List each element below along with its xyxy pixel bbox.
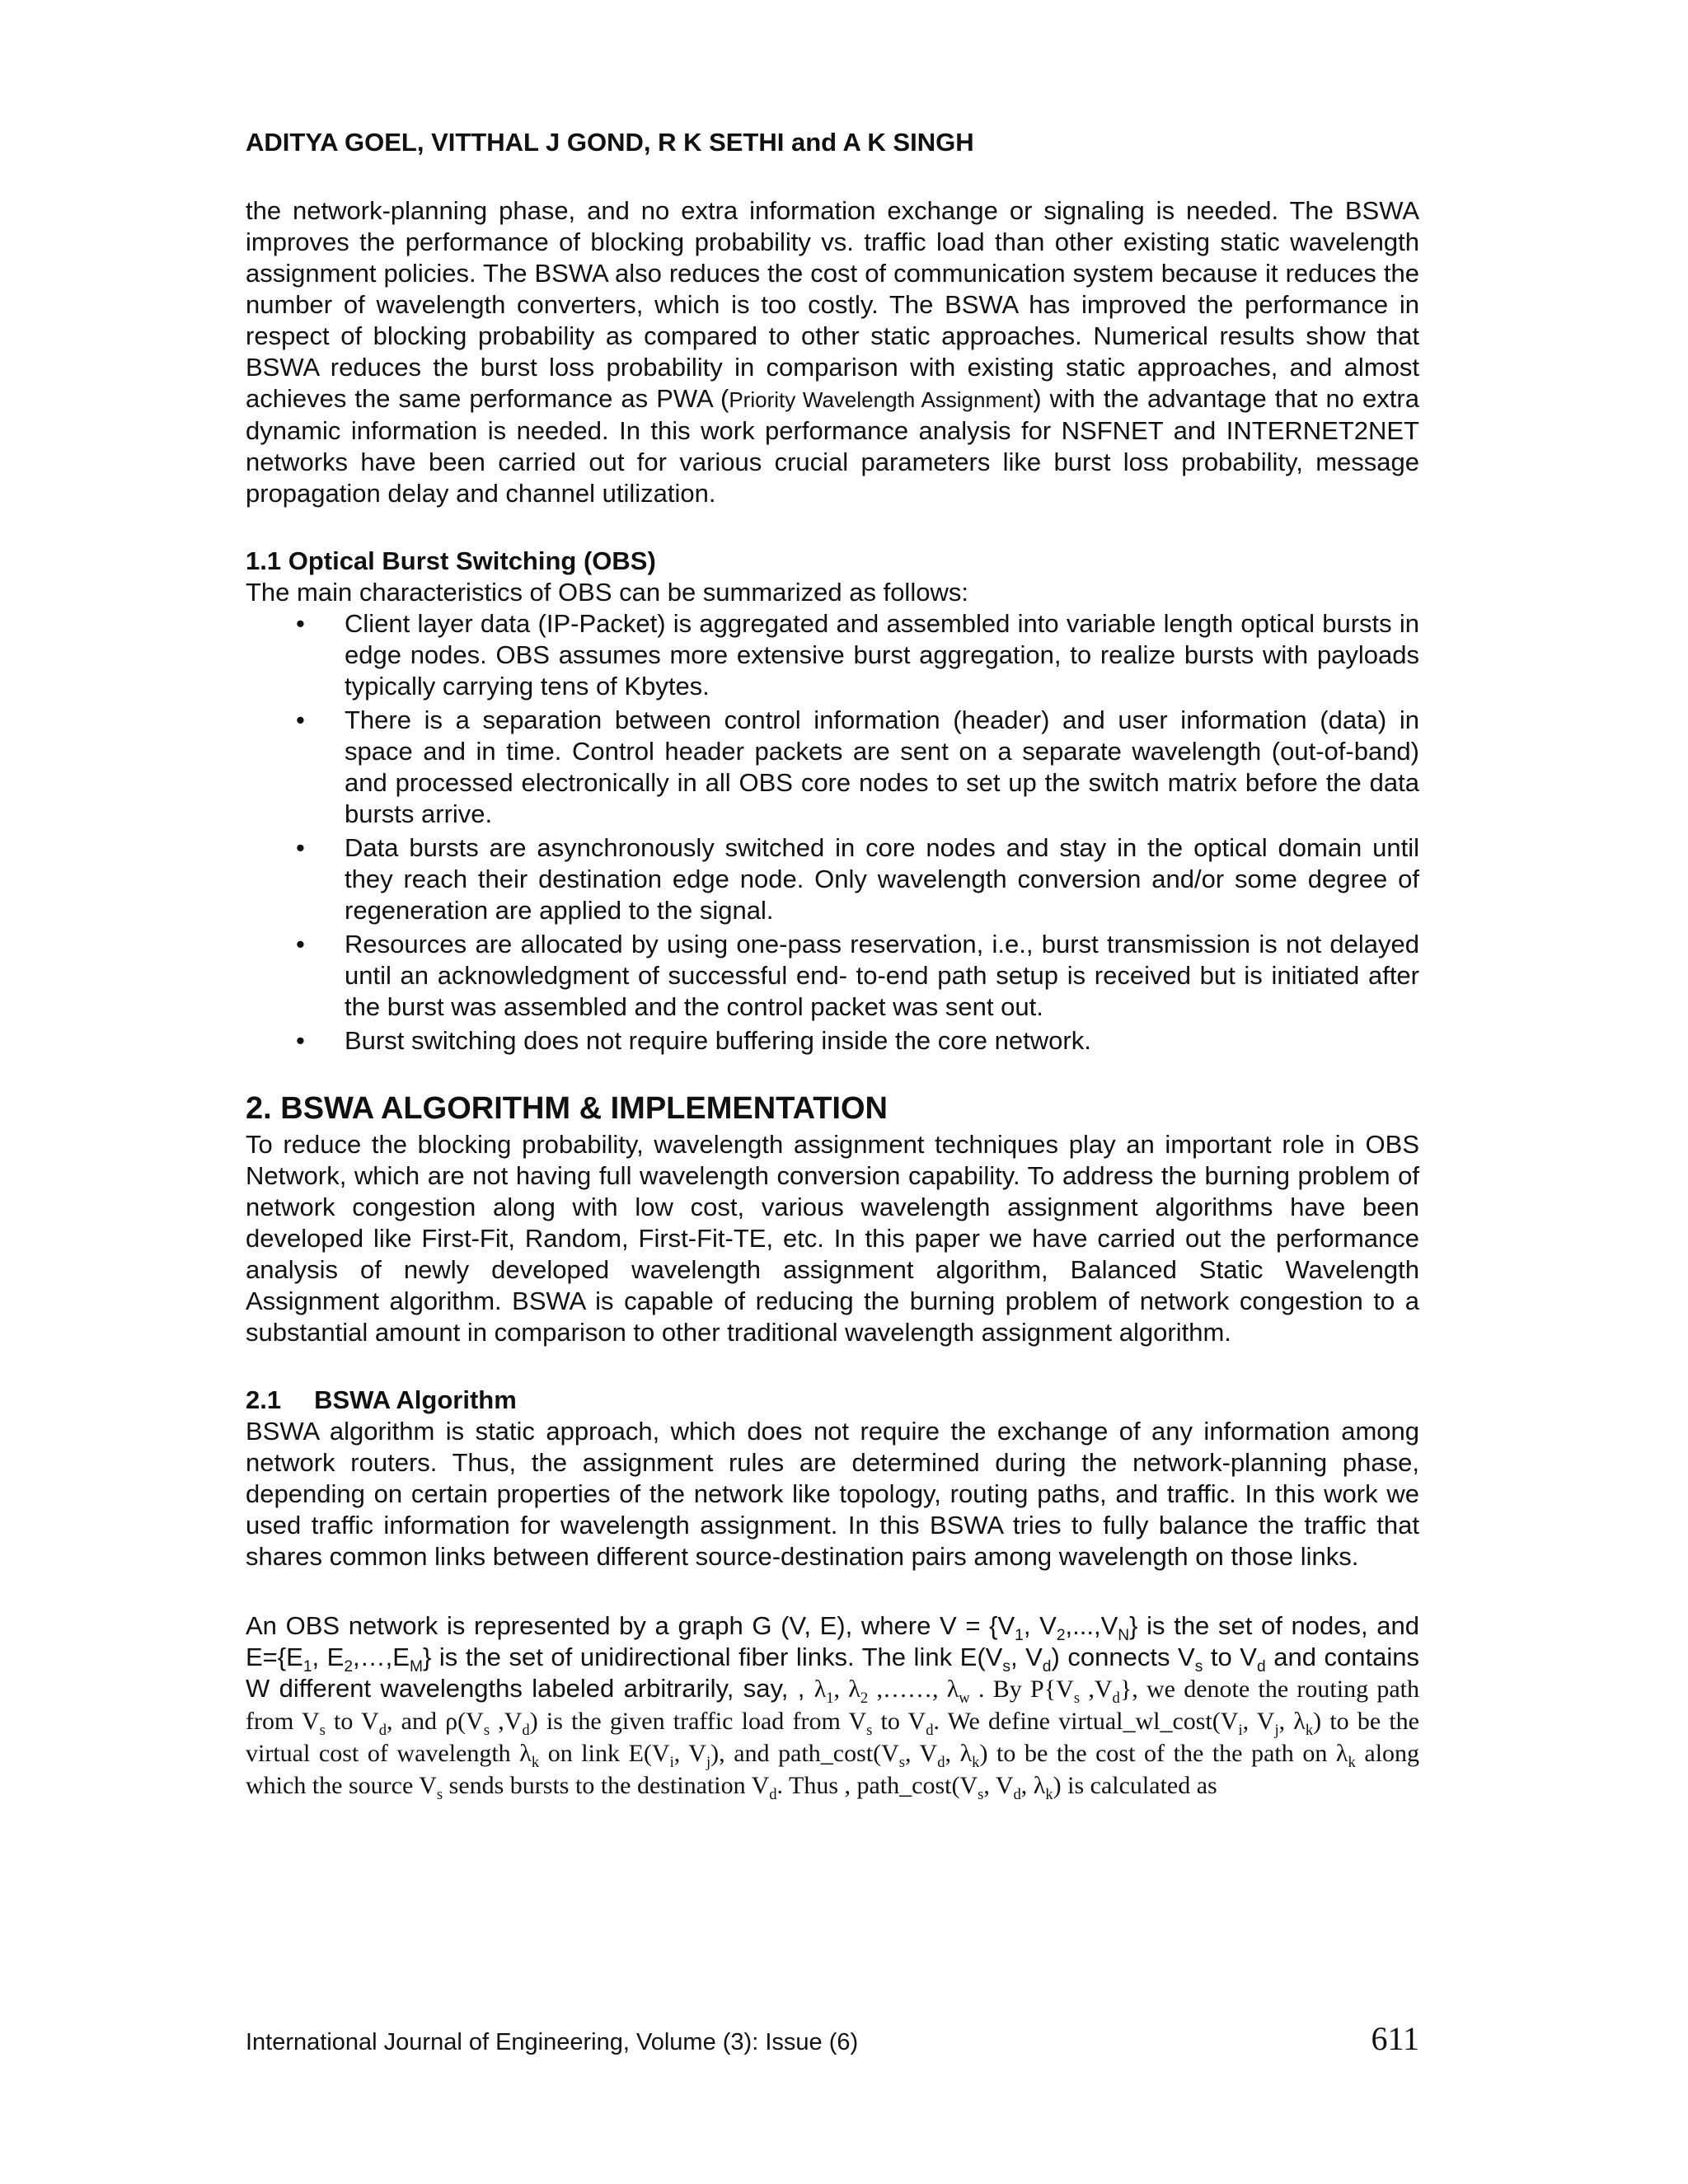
- bullet-marker: •: [296, 705, 305, 734]
- list-item: • Burst switching does not require buffering inside the core network.: [296, 1026, 1091, 1055]
- section-1-1-heading: 1.1 Optical Burst Switching (OBS): [246, 546, 656, 575]
- footer-journal: International Journal of Engineering, Volume (3): Issue (6): [246, 2029, 859, 2055]
- page-body: [246, 128, 1419, 1802]
- list-item: • There is a separation between control information (header) and user information (data) in space and in time. Control header packets are sent on a separate wavelength (out-of-band) and processed electronically in all OBS core nodes to set up the switch matrix before the data bursts arrive.: [296, 705, 1419, 828]
- list-item: • Resources are allocated by using one-pass reservation, i.e., burst transmission is not delayed until an acknowledgment of successful end- to-end path setup is received but is initiated after the burst was assembled and the control packet was sent out.: [296, 930, 1419, 1021]
- page-footer: [246, 2019, 1419, 2058]
- intro-paragraph: the network-planning phase, and no extra information exchange or signaling is needed. The BSWA improves the performance of blocking probability vs. traffic load than other existing static wavelength assignment policies. The BSWA also reduces the cost of communication system because it reduces the number of wavelength converters, which is too costly. The BSWA has improved the performance in respect of blocking probability as compared to other static approaches. Numerical results show that BSWA reduces the burst loss probability in comparison with existing static approaches, and almost achieves the same performance as PWA (Priority Wavelength Assignment) with the advantage that no extra dynamic information is needed. In this work performance analysis for NSFNET and INTERNET2NET networks have been carried out for various crucial parameters like burst loss probability, message propagation delay and channel utilization.: [246, 196, 1419, 508]
- obs-characteristics-list: [246, 608, 1419, 1057]
- section-2-paragraph: To reduce the blocking probability, wavelength assignment techniques play an important role in OBS Network, which are not having full wavelength conversion capability. To address the burning problem of network congestion along with low cost, various wavelength assignment algorithms have been developed like First-Fit, Random, First-Fit-TE, etc. In this paper we have carried out the performance analysis of newly developed wavelength assignment algorithm, Balanced Static Wavelength Assignment algorithm. BSWA is capable of reducing the burning problem of network congestion to a substantial amount in comparison to other traditional wavelength assignment algorithm.: [246, 1130, 1419, 1347]
- bullet-marker: •: [296, 833, 305, 862]
- graph-definition-paragraph: An OBS network is represented by a graph G (V, E), where $V = \{V_1$, $V_2,...,V_N$} is the set of nodes, and $E=\{E_1$, $E_2,\dots,E_M$} is the set of unidirectional fiber links. The link $E(V_s$, $V_d$) connects $V_s$ to $V_d$ and contains W different wavelengths labeled arbitrarily, say, , $\lambda_1$, $\lambda_2$ ,……, $\lambda_w$ . By $P\{V_s$ $,V_d$}, we denote the routing path from $V_s$ to $V_d$, and $\rho(V_s$ $,V_d$) is the given traffic load from $V_s$ to $V_d$. We define $virtual\_wl\_\cos t(V_i$, $V_j$, $\lambda_k$) to be the virtual cost of wavelength $\lambda_k$ on link $E(V_i$, $V_j$), and $path\_\cos t(V_s$, $V_d$, $\lambda_k$) to be the cost of the the path on $\lambda_k$ along which the source $V_s$ sends bursts to the destination $V_d$. Thus , $path\_\cos t(V_s$, $V_d$, $\lambda_k$) is calculated as: [246, 1611, 1420, 1803]
- pwa-expansion: Priority Wavelength Assignment: [729, 387, 1034, 412]
- graph-definition-serif-run: $\lambda_1$, $\lambda_2$ ,……, $\lambda_w$ . By $P\{V_s$ $,V_d$}, we denote the routing path from $V_s$ to $V_d$, and $\rho(V_s$ $,V_d$) is the given traffic load from $V_s$ to $V_d$. We define $virtual\_wl\_\cos t(V_i$, $V_j$, $\lambda_k$) to be the virtual cost of wavelength $\lambda_k$ on link $E(V_i$, $V_j$), and $path\_\cos t(V_s$, $V_d$, $\lambda_k$) to be the cost of the the path on $\lambda_k$ along which the source $V_s$ sends bursts to the destination $V_d$. Thus , $path\_\cos t(V_s$, $V_d$, $\lambda_k$) is calculated as: [246, 1675, 1420, 1803]
- bullet-marker: •: [296, 1026, 305, 1055]
- bullet-marker: •: [296, 930, 305, 958]
- page-number: 611: [1371, 2020, 1419, 2057]
- list-item: • Client layer data (IP-Packet) is aggregated and assembled into variable length optical bursts in edge nodes. OBS assumes more extensive burst aggregation, to realize bursts with payloads typically carrying tens of Kbytes.: [296, 609, 1419, 701]
- running-header-authors: ADITYA GOEL, VITTHAL J GOND, R K SETHI and A K SINGH: [246, 128, 974, 157]
- section-2-heading: 2. BSWA ALGORITHM & IMPLEMENTATION: [246, 1091, 888, 1126]
- section-1-1-lead: The main characteristics of OBS can be summarized as follows:: [246, 578, 968, 607]
- section-2-1-heading: 2.1 BSWA Algorithm: [246, 1385, 517, 1414]
- bullet-marker: •: [296, 609, 305, 638]
- list-item: • Data bursts are asynchronously switched in core nodes and stay in the optical domain until they reach their destination edge node. Only wavelength conversion and/or some degree of regeneration are applied to the signal.: [296, 833, 1419, 925]
- section-2-1-paragraph: BSWA algorithm is static approach, which does not require the exchange of any information among network routers. Thus, the assignment rules are determined during the network-planning phase, depending on certain properties of the network like topology, routing paths, and traffic. In this work we used traffic information for wavelength assignment. In this BSWA tries to fully balance the traffic that shares common links between different source-destination pairs among wavelength on those links.: [246, 1417, 1419, 1571]
